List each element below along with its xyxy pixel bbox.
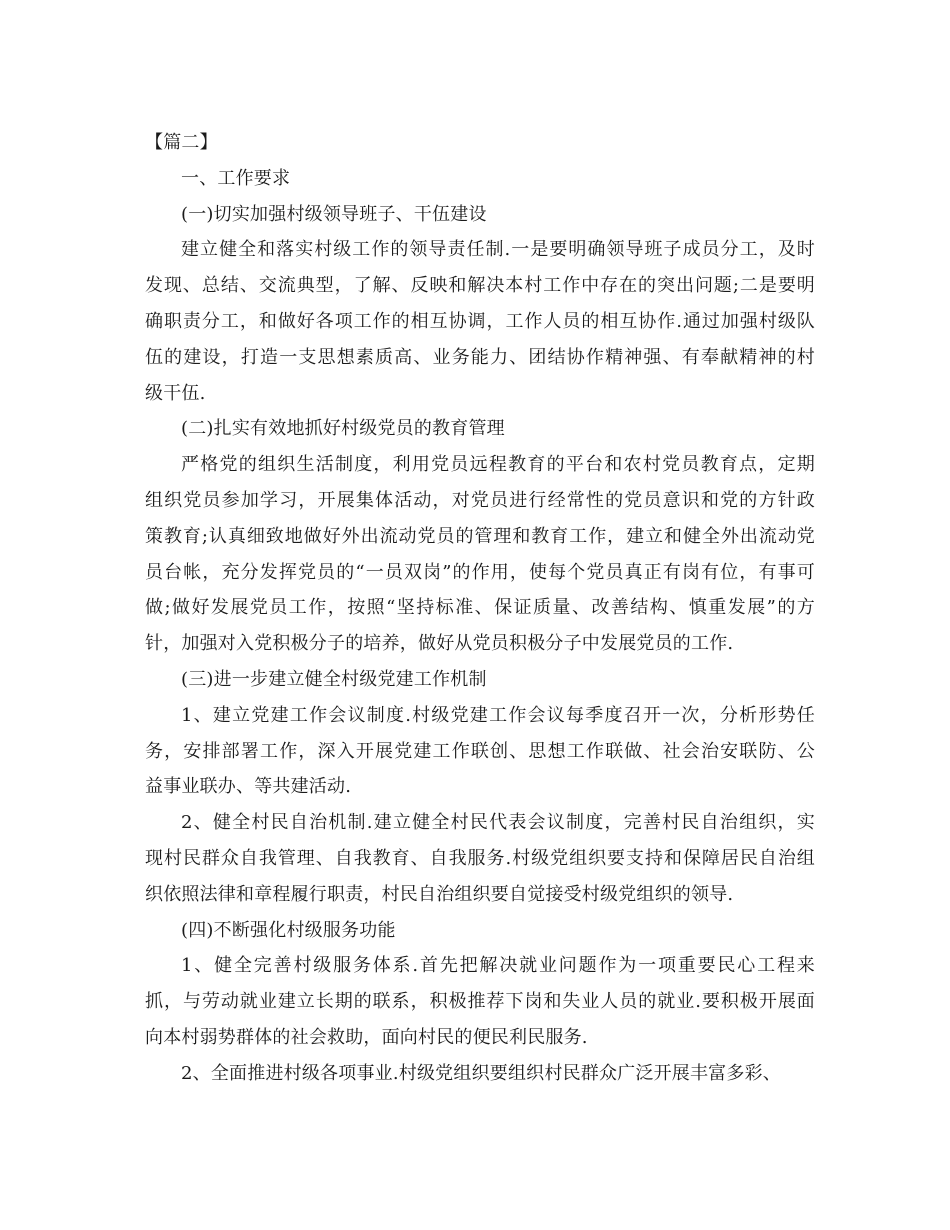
- paragraph-line: 1、建立党建工作会议制度.村级党建工作会议每季度召开一次，分析形势任: [181, 704, 815, 726]
- paragraph-6: [145, 1056, 815, 1092]
- paragraph-line: 策教育;认真细致地做好外出流动党员的管理和教育工作，建立和健全外出流动党: [145, 525, 815, 547]
- section-label: 【篇二】: [145, 132, 218, 153]
- paragraph-line: 益事业联办、等共建活动.: [145, 776, 352, 798]
- paragraph-line: 发现、总结、交流典型，了解、反映和解决本村工作中存在的突出问题;二是要明: [145, 275, 815, 297]
- paragraph-line: 级干伍.: [145, 382, 206, 404]
- paragraph-line: 组织党员参加学习，开展集体活动，对党员进行经常性的党员意识和党的方针政: [145, 489, 815, 511]
- paragraph-line: 2、全面推进村级各项事业.村级党组织要组织村民群众广泛开展丰富多彩、: [181, 1062, 781, 1084]
- paragraph-line: 1、健全完善村级服务体系.首先把解决就业问题作为一项重要民心工程来: [181, 955, 815, 977]
- subheading-3: (三)进一步建立健全村级党建工作机制: [181, 668, 487, 690]
- paragraph-line: 针，加强对入党积极分子的培养，做好从党员积极分子中发展党员的工作.: [145, 633, 734, 655]
- document-body: [145, 125, 815, 1092]
- paragraph-line: 织依照法律和章程履行职责，村民自治组织要自觉接受村级党组织的领导.: [145, 883, 734, 905]
- heading-work-requirements: 一、工作要求: [181, 167, 291, 189]
- paragraph-line: 做;做好发展党员工作，按照“坚持标准、保证质量、改善结构、慎重发展”的方: [145, 597, 815, 619]
- paragraph-line: 现村民群众自我管理、自我教育、自我服务.村级党组织要支持和保障居民自治组: [145, 847, 815, 869]
- paragraph-2: [145, 447, 815, 662]
- paragraph-line: 确职责分工，和做好各项工作的相互协调，工作人员的相互协作.通过加强村级队: [145, 310, 815, 332]
- paragraph-3: [145, 698, 815, 805]
- subheading-2: (二)扎实有效地抓好村级党员的教育管理: [181, 418, 505, 440]
- paragraph-line: 员台帐，充分发挥党员的“一员双岗”的作用，使每个党员真正有岗有位，有事可: [145, 561, 815, 583]
- paragraph-line: 2、健全村民自治机制.建立健全村民代表会议制度，完善村民自治组织，实: [181, 812, 815, 834]
- paragraph-1: [145, 232, 815, 411]
- subheading-1: (一)切实加强村级领导班子、干伍建设: [181, 203, 487, 225]
- paragraph-5: [145, 948, 815, 1055]
- paragraph-line: 严格党的组织生活制度，利用党员远程教育的平台和农村党员教育点，定期: [181, 454, 815, 476]
- paragraph-line: 务，安排部署工作，深入开展党建工作联创、思想工作联做、社会治安联防、公: [145, 740, 815, 762]
- subheading-4: (四)不断强化村级服务功能: [181, 919, 396, 941]
- paragraph-line: 抓，与劳动就业建立长期的联系，积极推荐下岗和失业人员的就业.要积极开展面: [145, 991, 815, 1013]
- paragraph-line: 建立健全和落实村级工作的领导责任制.一是要明确领导班子成员分工，及时: [181, 239, 815, 261]
- paragraph-line: 向本村弱势群体的社会救助，面向村民的便民利民服务.: [145, 1026, 588, 1048]
- paragraph-line: 伍的建设，打造一支思想素质高、业务能力、团结协作精神强、有奉献精神的村: [145, 346, 815, 368]
- paragraph-4: [145, 805, 815, 912]
